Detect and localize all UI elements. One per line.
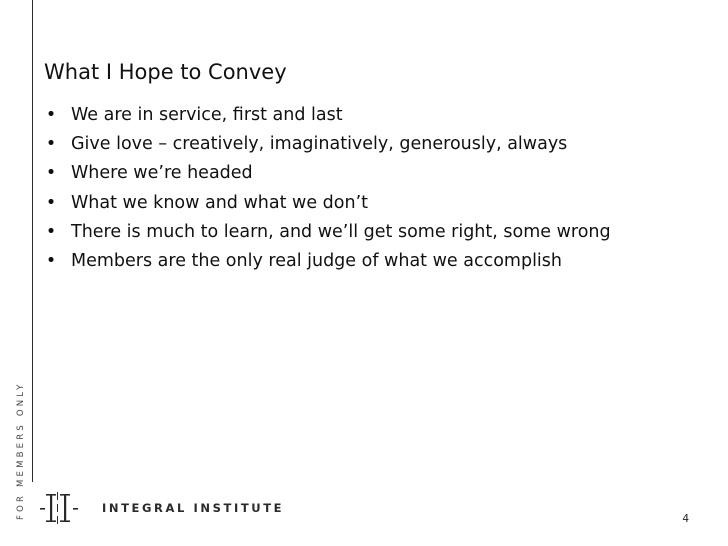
bullet-text: Members are the only real judge of what we accomplish	[71, 251, 562, 272]
integral-institute-logo	[40, 492, 284, 524]
page-number: 4	[682, 513, 689, 525]
bullet-marker: •	[45, 105, 57, 125]
bullet-item	[44, 101, 611, 130]
bullet-marker: •	[45, 134, 57, 155]
bullet-marker: •	[45, 163, 57, 184]
slide-title: What I Hope to Convey	[44, 60, 287, 84]
bullet-text: There is much to learn, and we’ll get some right, some wrong	[71, 221, 611, 242]
vertical-divider	[32, 0, 33, 482]
bullet-item	[44, 247, 611, 276]
bullet-item	[44, 130, 611, 159]
bullet-item	[44, 159, 611, 188]
integral-institute-logo-mark	[40, 492, 80, 524]
logo-text: INTEGRAL INSTITUTE	[102, 501, 285, 515]
bullet-marker: •	[45, 221, 57, 242]
bullet-marker: •	[45, 192, 57, 213]
bullet-list	[44, 101, 611, 276]
bullet-item	[44, 189, 611, 218]
bullet-text: Give love – creatively, imaginatively, generously, always	[71, 134, 568, 155]
bullet-text: What we know and what we don’t	[71, 192, 369, 213]
bullet-item	[44, 218, 611, 247]
bullet-text: Where we’re headed	[71, 163, 253, 184]
bullet-text: We are in service, first and last	[71, 105, 343, 125]
side-label: FOR MEMBERS ONLY	[16, 381, 26, 520]
bullet-marker: •	[45, 251, 57, 272]
